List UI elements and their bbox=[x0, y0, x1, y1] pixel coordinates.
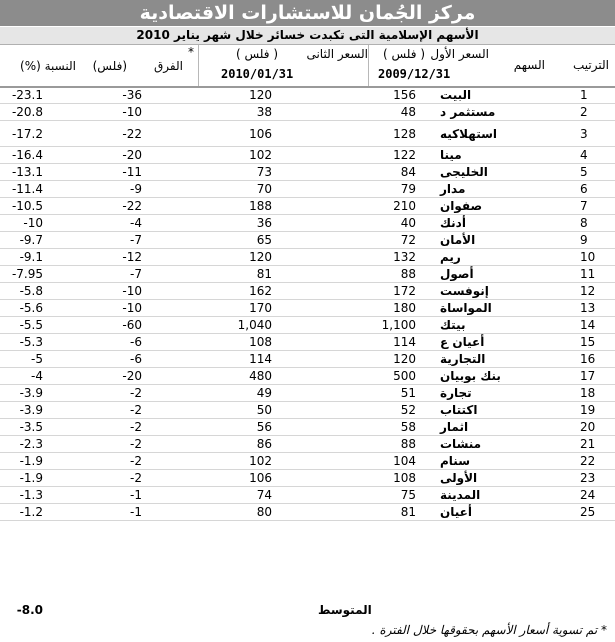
header-price1-unit: ( فلس ) bbox=[383, 47, 425, 61]
rank-cell: 6 bbox=[580, 182, 588, 196]
price1-cell: 120 bbox=[393, 352, 416, 366]
price1-cell: 122 bbox=[393, 148, 416, 162]
diff-cell: -6 bbox=[130, 352, 142, 366]
table-row bbox=[0, 215, 615, 232]
stock-name-cell: إنوفست bbox=[440, 284, 489, 298]
rank-cell: 10 bbox=[580, 250, 596, 264]
diff-cell: -2 bbox=[130, 386, 142, 400]
diff-cell: -2 bbox=[130, 454, 142, 468]
stock-name-cell: تجارة bbox=[440, 386, 472, 400]
table-row bbox=[0, 121, 615, 147]
diff-cell: -36 bbox=[122, 88, 142, 102]
header-price2-unit: ( فلس ) bbox=[236, 47, 278, 61]
diff-cell: -10 bbox=[122, 105, 142, 119]
price1-cell: 210 bbox=[393, 199, 416, 213]
pct-cell: -2.3 bbox=[19, 437, 43, 451]
pct-cell: -20.8 bbox=[11, 105, 43, 119]
price1-cell: 128 bbox=[393, 126, 416, 141]
price1-cell: 58 bbox=[400, 420, 416, 434]
diff-cell: -20 bbox=[122, 369, 142, 383]
price1-cell: 81 bbox=[400, 505, 416, 519]
header-price2-label: السعر الثانى bbox=[306, 47, 368, 61]
stock-name-cell: أصول bbox=[440, 267, 474, 281]
pct-cell: -7.95 bbox=[11, 267, 43, 281]
pct-cell: -9.7 bbox=[19, 233, 43, 247]
rank-cell: 2 bbox=[580, 105, 588, 119]
pct-cell: -4 bbox=[31, 369, 43, 383]
price1-cell: 156 bbox=[393, 88, 416, 102]
table-row bbox=[0, 402, 615, 419]
diff-cell: -7 bbox=[130, 233, 142, 247]
table-row bbox=[0, 147, 615, 164]
rank-cell: 23 bbox=[580, 471, 596, 485]
price2-cell: 73 bbox=[256, 165, 272, 179]
rank-cell: 9 bbox=[580, 233, 588, 247]
price1-cell: 52 bbox=[400, 403, 416, 417]
rank-cell: 22 bbox=[580, 454, 596, 468]
rank-cell: 20 bbox=[580, 420, 596, 434]
table-row bbox=[0, 334, 615, 351]
average-value: -8.0 bbox=[16, 603, 43, 617]
price1-cell: 40 bbox=[400, 216, 416, 230]
table-row bbox=[0, 504, 615, 521]
price2-cell: 49 bbox=[256, 386, 272, 400]
price2-cell: 120 bbox=[249, 250, 272, 264]
rank-cell: 13 bbox=[580, 301, 596, 315]
pct-cell: -1.9 bbox=[19, 454, 43, 468]
header-price2-star: * bbox=[188, 45, 194, 59]
pct-cell: -3.9 bbox=[19, 403, 43, 417]
price2-cell: 50 bbox=[256, 403, 272, 417]
stock-name-cell: سنام bbox=[440, 454, 470, 468]
stock-name-cell: أعيان bbox=[440, 505, 472, 519]
table-header bbox=[0, 45, 615, 88]
price1-cell: 75 bbox=[400, 488, 416, 502]
rank-cell: 1 bbox=[580, 88, 588, 102]
rank-cell: 19 bbox=[580, 403, 596, 417]
stock-name-cell: مستثمر د bbox=[440, 105, 496, 119]
pct-cell: -5 bbox=[31, 352, 43, 366]
footnote: * تم تسوية أسعار الأسهم بحقوقها خلال الفترة . bbox=[371, 623, 607, 637]
rank-cell: 7 bbox=[580, 199, 588, 213]
pct-cell: -1.2 bbox=[19, 505, 43, 519]
table-row bbox=[0, 283, 615, 300]
price1-cell: 500 bbox=[393, 369, 416, 383]
header-divider bbox=[198, 45, 199, 86]
stock-name-cell: البيت bbox=[440, 88, 472, 102]
stock-name-cell: صفوان bbox=[440, 199, 483, 213]
diff-cell: -9 bbox=[130, 182, 142, 196]
report-subtitle: الأسهم الإسلامية التى تكبدت خسائر خلال شهر يناير 2010 bbox=[0, 27, 615, 45]
price2-cell: 170 bbox=[249, 301, 272, 315]
rank-cell: 17 bbox=[580, 369, 596, 383]
price1-cell: 88 bbox=[400, 437, 416, 451]
price2-cell: 70 bbox=[256, 182, 272, 196]
diff-cell: -2 bbox=[130, 403, 142, 417]
stock-name-cell: بنك بوبيان bbox=[440, 369, 501, 383]
header-price2-date: 2010/01/31 bbox=[221, 67, 294, 81]
report-title: مركز الجُمان للاستشارات الاقتصادية bbox=[0, 0, 615, 26]
stock-name-cell: التجارية bbox=[440, 352, 486, 366]
rank-cell: 12 bbox=[580, 284, 596, 298]
stock-name-cell: اثمار bbox=[440, 420, 469, 434]
diff-cell: -60 bbox=[122, 318, 142, 332]
table-row bbox=[0, 249, 615, 266]
diff-cell: -20 bbox=[122, 148, 142, 162]
price2-cell: 480 bbox=[249, 369, 272, 383]
table-row bbox=[0, 385, 615, 402]
price2-cell: 106 bbox=[249, 471, 272, 485]
diff-cell: -22 bbox=[122, 126, 142, 141]
table-row bbox=[0, 198, 615, 215]
pct-cell: -5.3 bbox=[19, 335, 43, 349]
price2-cell: 38 bbox=[256, 105, 272, 119]
rank-cell: 3 bbox=[580, 126, 588, 141]
price2-cell: 80 bbox=[256, 505, 272, 519]
table-row bbox=[0, 368, 615, 385]
stock-name-cell: ريم bbox=[440, 250, 461, 264]
diff-cell: -2 bbox=[130, 420, 142, 434]
stock-name-cell: منشات bbox=[440, 437, 482, 451]
price2-cell: 106 bbox=[249, 126, 272, 141]
price1-cell: 114 bbox=[393, 335, 416, 349]
price1-cell: 1,100 bbox=[381, 318, 416, 332]
table-row bbox=[0, 453, 615, 470]
price2-cell: 1,040 bbox=[237, 318, 272, 332]
table-row bbox=[0, 487, 615, 504]
price2-cell: 81 bbox=[256, 267, 272, 281]
pct-cell: -10.5 bbox=[11, 199, 43, 213]
header-rank: الترتيب bbox=[573, 58, 609, 72]
price2-cell: 56 bbox=[256, 420, 272, 434]
price1-cell: 79 bbox=[400, 182, 416, 196]
diff-cell: -1 bbox=[130, 488, 142, 502]
rank-cell: 21 bbox=[580, 437, 596, 451]
stock-name-cell: استهلاكيه bbox=[440, 126, 497, 141]
pct-cell: -5.8 bbox=[19, 284, 43, 298]
table-row bbox=[0, 300, 615, 317]
table-row bbox=[0, 436, 615, 453]
rank-cell: 24 bbox=[580, 488, 596, 502]
table-row bbox=[0, 470, 615, 487]
stock-name-cell: بيتك bbox=[440, 318, 466, 332]
header-divider bbox=[368, 45, 369, 86]
pct-cell: -10 bbox=[23, 216, 43, 230]
stock-name-cell: المواساة bbox=[440, 301, 492, 315]
diff-cell: -12 bbox=[122, 250, 142, 264]
pct-cell: -16.4 bbox=[11, 148, 43, 162]
average-label: المتوسط bbox=[318, 603, 372, 617]
rank-cell: 11 bbox=[580, 267, 596, 281]
pct-cell: -1.3 bbox=[19, 488, 43, 502]
rank-cell: 18 bbox=[580, 386, 596, 400]
price1-cell: 84 bbox=[400, 165, 416, 179]
header-diff-label: الفرق bbox=[154, 59, 183, 73]
price1-cell: 104 bbox=[393, 454, 416, 468]
pct-cell: -17.2 bbox=[11, 126, 43, 141]
pct-cell: -5.5 bbox=[19, 318, 43, 332]
table-row bbox=[0, 351, 615, 368]
stock-name-cell: الأمان bbox=[440, 233, 476, 247]
diff-cell: -4 bbox=[130, 216, 142, 230]
price2-cell: 102 bbox=[249, 454, 272, 468]
table-row bbox=[0, 104, 615, 121]
rank-cell: 15 bbox=[580, 335, 596, 349]
price2-cell: 102 bbox=[249, 148, 272, 162]
header-pct-label: النسبة (%) bbox=[20, 59, 76, 73]
rank-cell: 8 bbox=[580, 216, 588, 230]
header-stock: السهم bbox=[513, 58, 545, 72]
price2-cell: 114 bbox=[249, 352, 272, 366]
price2-cell: 65 bbox=[256, 233, 272, 247]
diff-cell: -1 bbox=[130, 505, 142, 519]
stock-name-cell: الأولى bbox=[440, 471, 478, 485]
price1-cell: 108 bbox=[393, 471, 416, 485]
rank-cell: 4 bbox=[580, 148, 588, 162]
stock-name-cell: اكتتاب bbox=[440, 403, 478, 417]
price1-cell: 180 bbox=[393, 301, 416, 315]
table-row bbox=[0, 164, 615, 181]
stock-name-cell: أعيان ع bbox=[440, 335, 485, 349]
header-price1-label: السعر الأول bbox=[430, 47, 489, 61]
price2-cell: 86 bbox=[256, 437, 272, 451]
price1-cell: 172 bbox=[393, 284, 416, 298]
average-row bbox=[0, 602, 615, 618]
table-row bbox=[0, 232, 615, 249]
price1-cell: 72 bbox=[400, 233, 416, 247]
header-diff-unit: (فلس) bbox=[92, 59, 127, 73]
price1-cell: 132 bbox=[393, 250, 416, 264]
table-row bbox=[0, 317, 615, 334]
price2-cell: 36 bbox=[256, 216, 272, 230]
stock-name-cell: الخليجى bbox=[440, 165, 488, 179]
diff-cell: -7 bbox=[130, 267, 142, 281]
pct-cell: -3.5 bbox=[19, 420, 43, 434]
pct-cell: -9.1 bbox=[19, 250, 43, 264]
rank-cell: 25 bbox=[580, 505, 596, 519]
table-row bbox=[0, 181, 615, 198]
stock-name-cell: المدينة bbox=[440, 488, 481, 502]
price2-cell: 188 bbox=[249, 199, 272, 213]
table-row bbox=[0, 419, 615, 436]
pct-cell: -11.4 bbox=[11, 182, 43, 196]
diff-cell: -2 bbox=[130, 437, 142, 451]
diff-cell: -22 bbox=[122, 199, 142, 213]
stock-name-cell: أدنك bbox=[440, 216, 466, 230]
price2-cell: 120 bbox=[249, 88, 272, 102]
diff-cell: -10 bbox=[122, 284, 142, 298]
price2-cell: 74 bbox=[256, 488, 272, 502]
header-price1-date: 2009/12/31 bbox=[378, 67, 451, 81]
stock-name-cell: مينا bbox=[440, 148, 462, 162]
price2-cell: 108 bbox=[249, 335, 272, 349]
rank-cell: 16 bbox=[580, 352, 596, 366]
table-row bbox=[0, 87, 615, 104]
pct-cell: -1.9 bbox=[19, 471, 43, 485]
diff-cell: -6 bbox=[130, 335, 142, 349]
price1-cell: 51 bbox=[400, 386, 416, 400]
diff-cell: -2 bbox=[130, 471, 142, 485]
stock-name-cell: مدار bbox=[440, 182, 466, 196]
price1-cell: 88 bbox=[400, 267, 416, 281]
pct-cell: -3.9 bbox=[19, 386, 43, 400]
pct-cell: -5.6 bbox=[19, 301, 43, 315]
diff-cell: -11 bbox=[122, 165, 142, 179]
price1-cell: 48 bbox=[400, 105, 416, 119]
table-row bbox=[0, 266, 615, 283]
price2-cell: 162 bbox=[249, 284, 272, 298]
pct-cell: -13.1 bbox=[11, 165, 43, 179]
diff-cell: -10 bbox=[122, 301, 142, 315]
rank-cell: 5 bbox=[580, 165, 588, 179]
rank-cell: 14 bbox=[580, 318, 596, 332]
pct-cell: -23.1 bbox=[11, 88, 43, 102]
